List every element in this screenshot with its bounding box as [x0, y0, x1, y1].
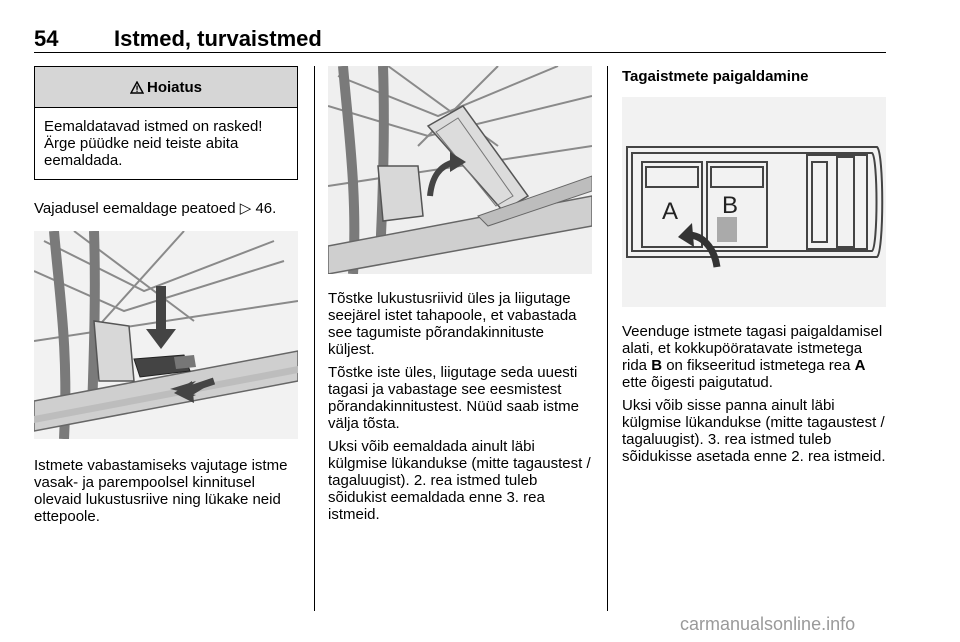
row-a-label: A: [662, 198, 679, 225]
warning-header: [35, 67, 297, 108]
reference-text: Vajadusel eemaldage peatoed: [34, 200, 236, 217]
row-b-label: B: [722, 192, 739, 219]
warning-title: Hoiatus: [146, 78, 202, 96]
column-3: [622, 66, 888, 465]
seat-row-diagram: [622, 97, 886, 307]
page-number: 54: [34, 26, 59, 51]
column-2: [328, 66, 592, 523]
column-1: [34, 66, 298, 525]
latch-release-caption: Istmete vabastamiseks vajutage istme vasak- ja parempoolsel kinnitusel olevaid lukustusriive ning lükake neid ettepoole.: [34, 457, 288, 525]
page-header: [34, 26, 886, 53]
column-divider-1: [314, 66, 315, 611]
reference-page: 46.: [255, 200, 277, 217]
warning-text: Eemaldatavad istmed on rasked! Ärge püüdke neid teiste abita eemaldada.: [44, 118, 263, 169]
seat-latch-illustration: [34, 231, 298, 439]
headrest-reference: [34, 200, 298, 217]
instruction-paragraph-1: Tõstke lukustusriivid üles ja liigutage seejärel istet tahapoole, et vabastada see tagumiste põrandakinnituste küljest.: [328, 290, 577, 358]
installation-paragraph-2: Uksi võib sisse panna ainult läbi külgmise lükandukse (mitte tagaustest / tagaluugist). 3. rea istmed tuleb sõidukisse asetada enne 2. rea istmeid.: [622, 397, 886, 465]
column-divider-2: [607, 66, 608, 611]
installation-paragraph-1: Veenduge istmete tagasi paigaldamisel alati, et kokkupööratavate istmetega rida B on fikseeritud istmetega rea A ette õigesti paigutatud.: [622, 323, 883, 391]
instruction-paragraph-3: Uksi võib eemaldada ainult läbi külgmise lükandukse (mitte tagaustest / tagaluugist). 2. rea istmed tuleb sõidukist eemaldada enne 3. rea istmeid.: [328, 438, 591, 523]
page-reference-arrow-icon: ▷: [239, 200, 252, 217]
seat-tilt-illustration: [328, 66, 592, 274]
section-heading: Tagaistmete paigaldamine: [622, 68, 809, 85]
page-title: Istmed, turvaistmed: [114, 26, 322, 51]
instruction-paragraph-2: Tõstke iste üles, liigutage seda uuesti tagasi ja vabastage see eesmistest põrandakinnitustest. Nüüd saab istme välja tõsta.: [328, 364, 579, 432]
warning-box: [34, 66, 298, 180]
warning-triangle-icon: [130, 81, 144, 94]
watermark: carmanualsonline.info: [680, 614, 856, 634]
